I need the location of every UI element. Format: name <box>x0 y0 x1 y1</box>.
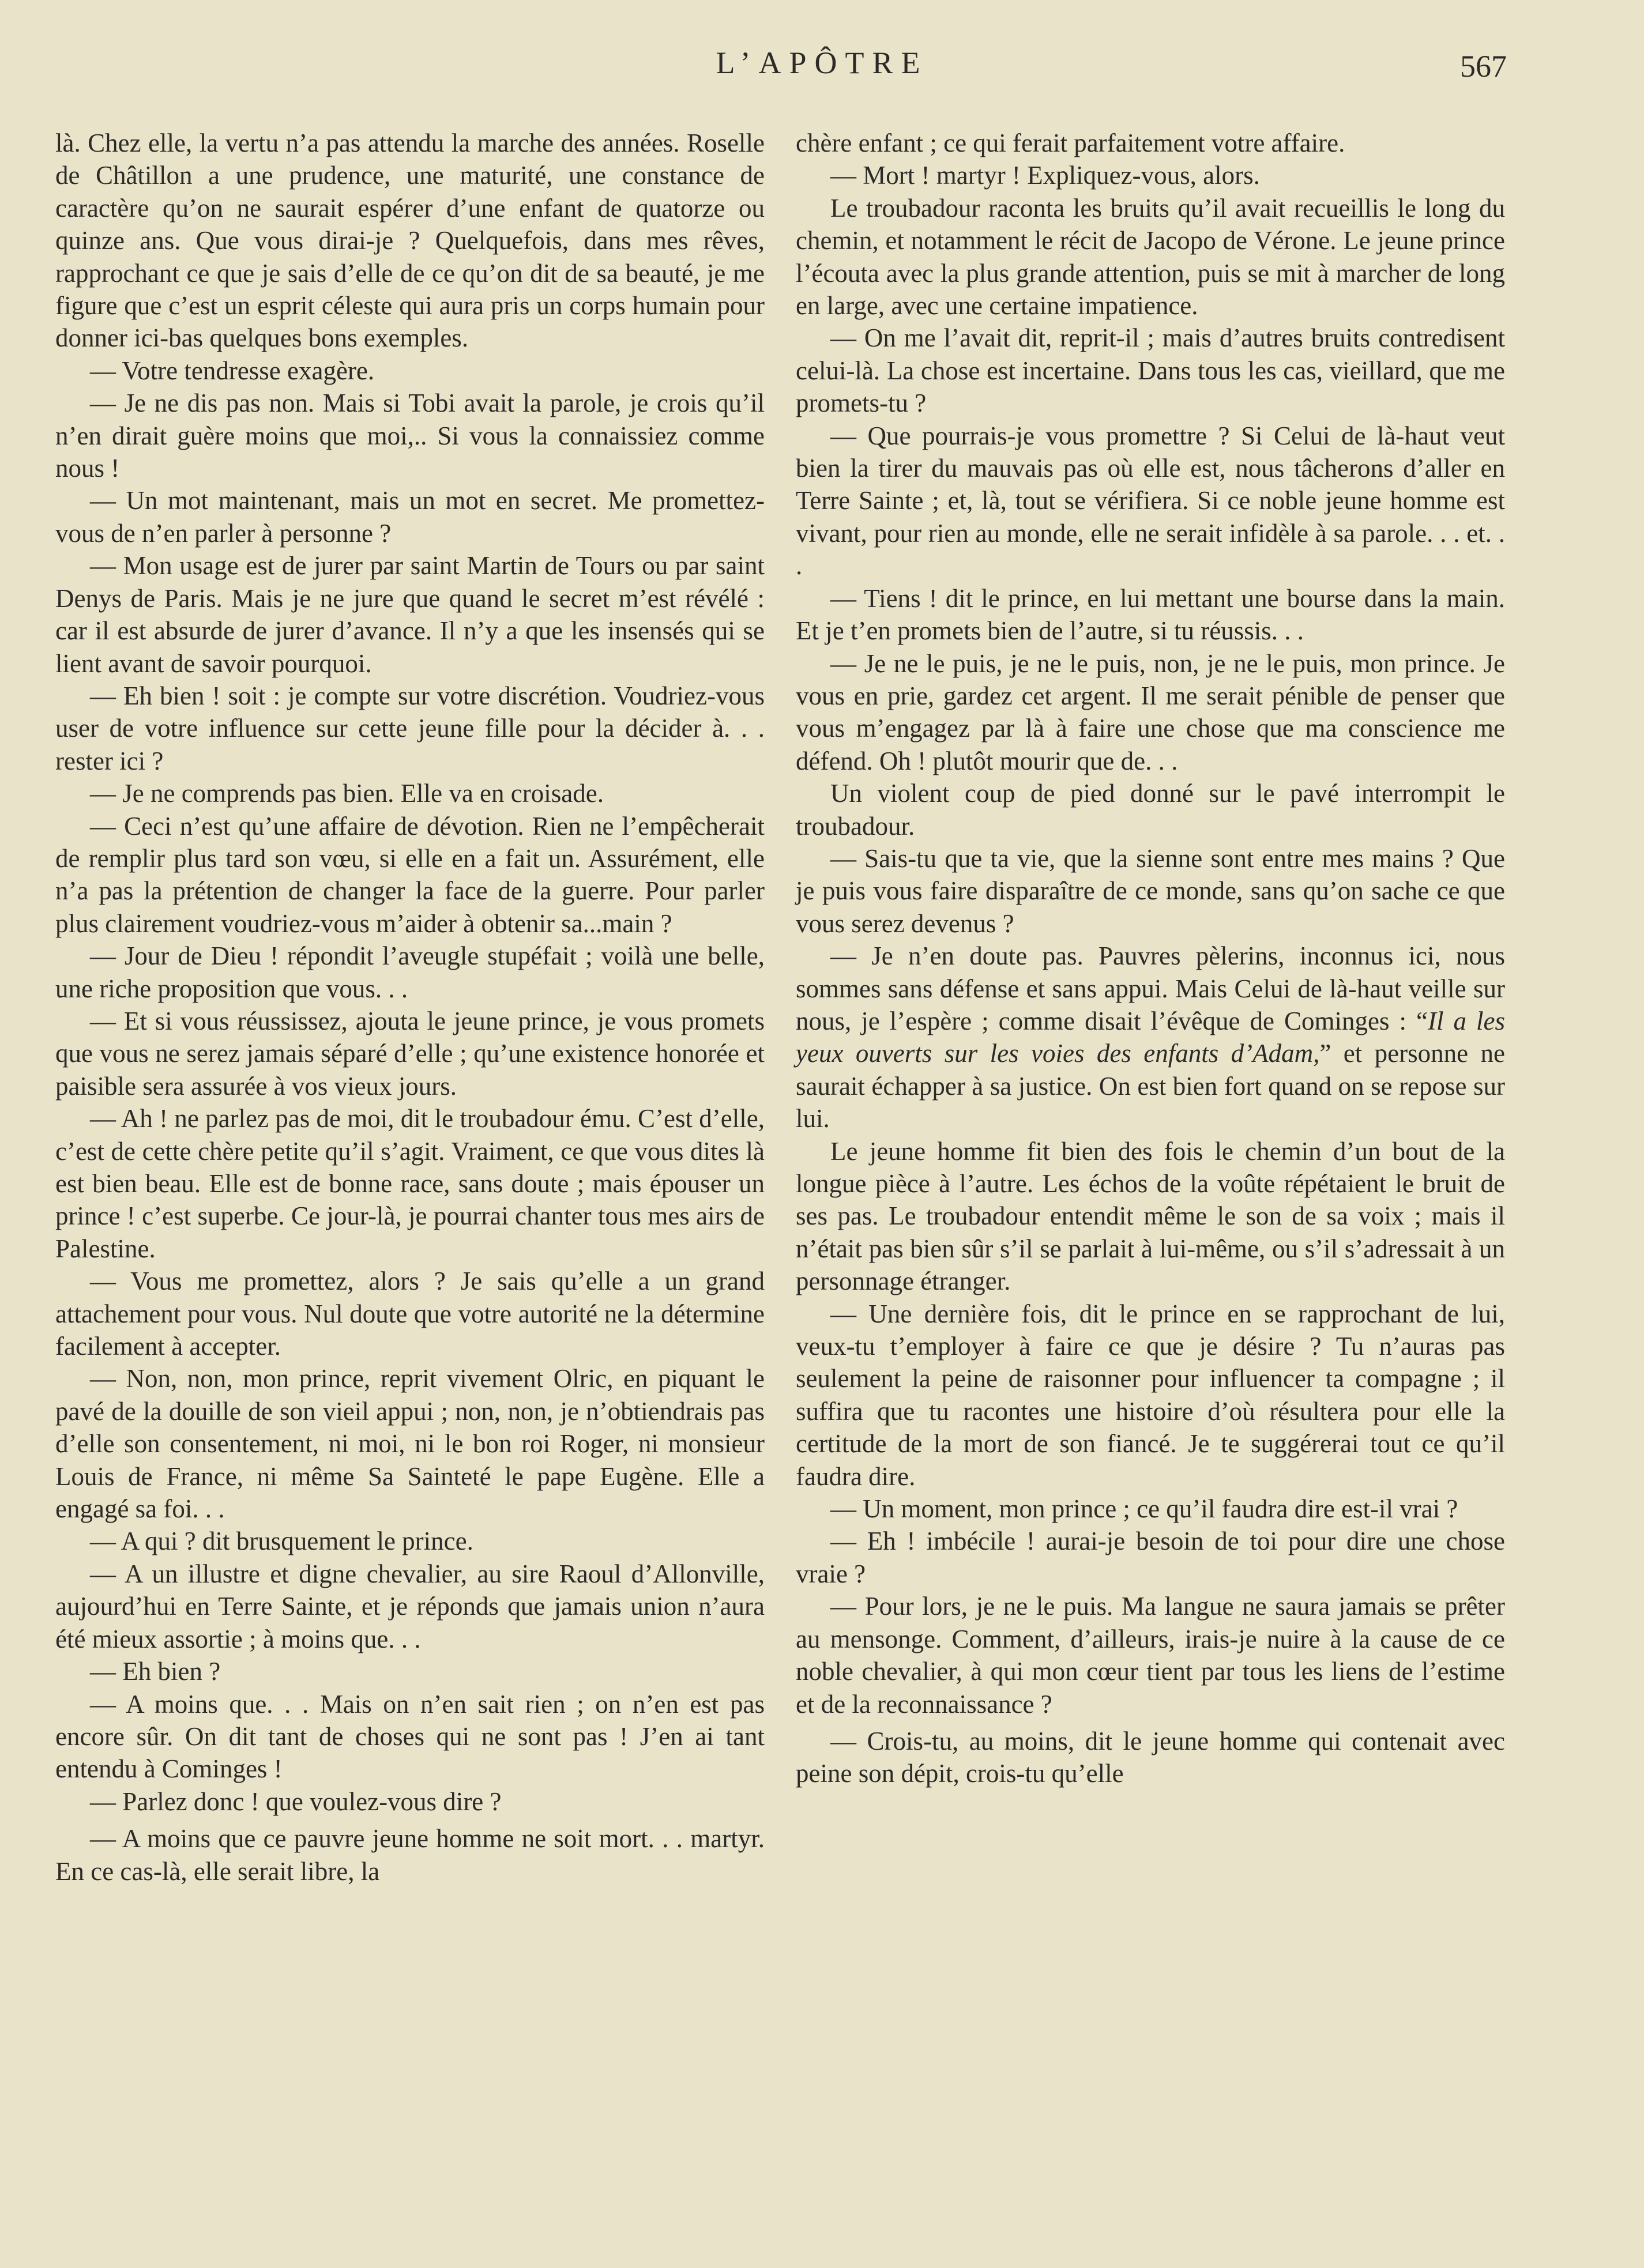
paragraph: — Tiens ! dit le prince, en lui mettant une bourse dans la main. Et je t’en promets bien de l’autre, si tu réussis. . . <box>796 583 1505 646</box>
paragraph: Le troubadour raconta les bruits qu’il avait recueillis le long du chemin, et notamment le récit de Jacopo de Vérone. Le jeune prince l’écouta avec la plus grande attention, puis se mit à marcher de long en large, avec une certaine impatience. <box>796 193 1505 321</box>
paragraph: — On me l’avait dit, reprit-il ; mais d’autres bruits contredisent celui-là. La chose est incertaine. Dans tous les cas, vieillard, que me promets-tu ? <box>796 323 1505 418</box>
paragraph: — Un moment, mon prince ; ce qu’il faudra dire est-il vrai ? <box>830 1494 1458 1524</box>
paragraph: Un violent coup de pied donné sur le pavé interrompit le troubadour. <box>796 779 1505 841</box>
paragraph: — Je ne comprends pas bien. Elle va en croisade. <box>90 779 604 808</box>
paragraph: — Votre tendresse exagère. <box>90 356 375 385</box>
paragraph: là. Chez elle, la vertu n’a pas attendu la marche des années. Roselle de Châtillon a une prudence, une maturité, une constance de caractère qu’on ne saurait espérer d’une enfant de quatorze ou quinze ans. Que vous dirai-je ? Quelquefois, dans mes rêves, rapprochant ce que je sais d’elle de ce qu’on dit de sa beauté, je me figure que c’est un esprit céleste qui aura pris un corps humain pour donner ici-bas quelques bons exemples. <box>55 129 765 353</box>
paragraph: — A moins que ce pauvre jeune homme ne soit mort. . . martyr. En ce cas-là, elle serait libre, la <box>55 1824 765 1886</box>
paragraph-with-quote <box>796 940 1505 1135</box>
paragraph: — Et si vous réussissez, ajouta le jeune prince, je vous promets que vous ne serez jamais séparé d’elle ; qu’une existence honorée et paisible sera assurée à vos vieux jours. <box>55 1006 765 1101</box>
paragraph: — A moins que. . . Mais on n’en sait rien ; on n’en est pas encore sûr. On dit tant de choses qui ne sont pas ! J’en ai tant entendu à Cominges ! <box>55 1689 765 1784</box>
quote-close-mark: ” <box>1319 1039 1331 1068</box>
paragraph: — Mort ! martyr ! Expliquez-vous, alors. <box>830 161 1260 190</box>
paragraph: — Crois-tu, au moins, dit le jeune homme qui contenait avec peine son dépit, crois-tu qu’elle <box>796 1726 1505 1788</box>
running-title: L’APÔTRE <box>716 46 928 80</box>
quote-trailing-text: et personne ne saurait échapper à sa justice. On est bien fort quand on se repose sur lui. <box>796 1039 1505 1133</box>
paragraph: — A un illustre et digne chevalier, au sire Raoul d’Allonville, aujourd’hui en Terre Sainte, et je réponds que jamais union n’aura été mieux assortie ; à moins que. . . <box>55 1559 765 1653</box>
paragraph: Le jeune homme fit bien des fois le chemin d’un bout de la longue pièce à l’autre. Les échos de la voûte répétaient le bruit de ses pas. Le troubadour entendit même le son de sa voix ; mais il n’était pas bien sûr s’il se parlait à lui-même, ou s’il s’adressait à un personnage étranger. <box>796 1136 1505 1296</box>
paragraph: — Que pourrais-je vous promettre ? Si Celui de là-haut veut bien la tirer du mauvais pas où elle est, nous tâcherons d’aller en Terre Sainte ; et, là, tout se vérifiera. Si ce noble jeune homme est vivant, pour rien au monde, elle ne serait infidèle à sa parole. . . et. . . <box>796 421 1505 581</box>
paragraph: — Je ne dis pas non. Mais si Tobi avait la parole, je crois qu’il n’en dirait guère moins que moi,.. Si vous la connaissiez comme nous ! <box>55 389 765 483</box>
paragraph: — Un mot maintenant, mais un mot en secret. Me promettez-vous de n’en parler à personne ? <box>55 486 765 548</box>
paragraph: — Non, non, mon prince, reprit vivement Olric, en piquant le pavé de la douille de son vieil appui ; non, non, je n’obtiendrais pas d’elle son consentement, ni moi, ni le bon roi Roger, ni monsieur Louis de France, ni même Sa Sainteté le pape Eugène. Elle a engagé sa foi. . . <box>55 1364 765 1524</box>
quote-lead-text: — Je n’en doute pas. Pauvres pèlerins, inconnus ici, nous sommes sans défense et sans appui. Mais Celui de là-haut veille sur nous, je l’espère ; comme disait l’évêque de Cominges : <box>796 941 1505 1035</box>
paragraph: — A qui ? dit brusquement le prince. <box>90 1527 473 1556</box>
right-column <box>796 127 1505 1790</box>
paragraph: — Eh bien ? <box>90 1657 221 1686</box>
italic-quotation: Il a les yeux ouverts sur les voies des enfants d’Adam, <box>796 1006 1505 1068</box>
paragraph: — Eh ! imbécile ! aurai-je besoin de toi pour dire une chose vraie ? <box>796 1527 1505 1588</box>
paragraph: — Vous me promettez, alors ? Je sais qu’elle a un grand attachement pour vous. Nul doute que votre autorité ne la détermine facilement à accepter. <box>55 1267 765 1361</box>
paragraph: — Parlez donc ! que voulez-vous dire ? <box>90 1787 502 1816</box>
paragraph: — Eh bien ! soit : je compte sur votre discrétion. Voudriez-vous user de votre influence sur cette jeune fille pour la décider à. . . rester ici ? <box>55 681 765 775</box>
paragraph: chère enfant ; ce qui ferait parfaitement votre affaire. <box>796 129 1345 157</box>
paragraph: — Jour de Dieu ! répondit l’aveugle stupéfait ; voilà une belle, une riche proposition que vous. . . <box>55 941 765 1003</box>
paragraph: — Mon usage est de jurer par saint Martin de Tours ou par saint Denys de Paris. Mais je ne jure que quand le secret m’est révélé : car il est absurde de jurer d’avance. Il n’y a que les insensés qui se lient avant de savoir pourquoi. <box>55 551 765 678</box>
paragraph: — Ah ! ne parlez pas de moi, dit le troubadour ému. C’est d’elle, c’est de cette chère petite qu’il s’agit. Vraiment, ce que vous dites là est bien beau. Elle est de bonne race, sans doute ; mais épouser un prince ! c’est superbe. Ce jour-là, je pourrai chanter tous mes airs de Palestine. <box>55 1104 765 1263</box>
paragraph: — Ceci n’est qu’une affaire de dévotion. Rien ne l’empêcherait de remplir plus tard son vœu, si elle en a fait un. Assurément, elle n’a pas la prétention de changer la face de la guerre. Pour parler plus clairement voudriez-vous m’aider à obtenir sa...main ? <box>55 811 765 938</box>
page-number: 567 <box>1460 49 1507 84</box>
paragraph: — Une dernière fois, dit le prince en se rapprochant de lui, veux-tu t’employer à faire ce que je désire ? Tu n’auras pas seulement la peine de raisonner pour influencer ta compagne ; il suffira que tu racontes une histoire d’où résultera pour elle la certitude de la mort de son fiancé. Je te suggérerai tout ce qu’il faudra dire. <box>796 1299 1505 1491</box>
paragraph: — Pour lors, je ne le puis. Ma langue ne saura jamais se prêter au mensonge. Comment, d’ailleurs, irais-je nuire à la cause de ce noble chevalier, à qui mon cœur tient par tous les liens de l’estime et de la reconnaissance ? <box>796 1592 1505 1719</box>
quote-open-mark: “ <box>1416 1006 1428 1035</box>
paragraph: — Sais-tu que ta vie, que la sienne sont entre mes mains ? Que je puis vous faire disparaître de ce monde, sans qu’on sache ce que vous serez devenus ? <box>796 843 1505 938</box>
paragraph: — Je ne le puis, je ne le puis, non, je ne le puis, mon prince. Je vous en prie, gardez cet argent. Il me serait pénible de penser que vous m’engagez par là à faire une chose que ma conscience me défend. Oh ! plutôt mourir que de. . . <box>796 649 1505 775</box>
left-column <box>55 127 765 1888</box>
